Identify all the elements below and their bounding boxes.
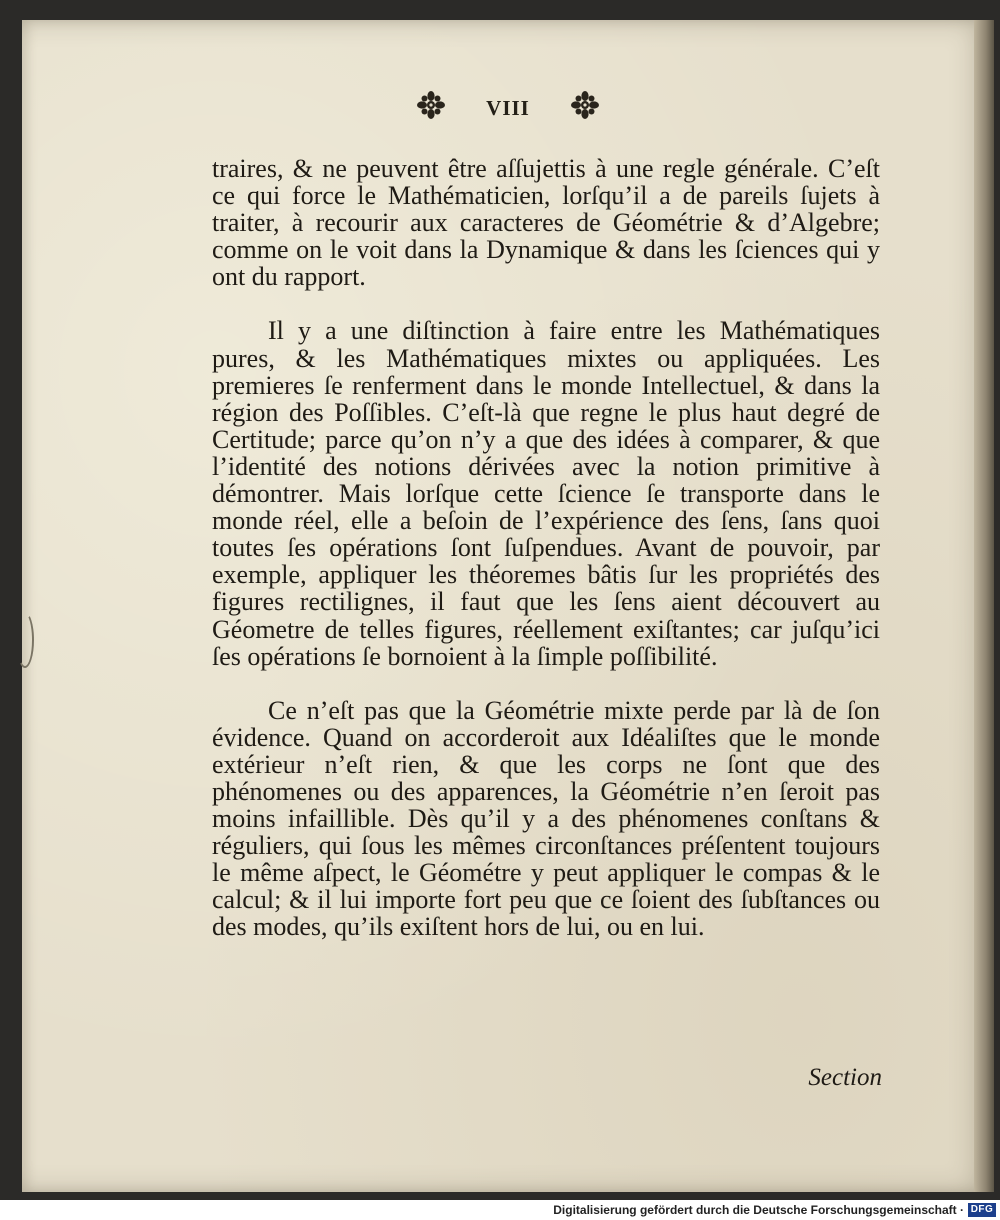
funding-credit: Digitalisierung gefördert durch die Deutsche Forschungsgemeinschaft · — [553, 1203, 964, 1217]
page-binding-mark — [16, 612, 34, 668]
paragraph: traires, & ne peuvent être aſſujettis à une regle générale. C’eſt ce qui force le Mathématicien, lorſqu’il a de pareils ſujets à traiter, à recourir aux caracteres de Géométrie & d’Algebre; comme on le voit dans la Dynamique & dans les ſciences qui y ont du rapport. — [212, 154, 880, 292]
digitization-footer — [0, 1200, 1000, 1220]
fleuron-icon — [570, 90, 600, 126]
paragraph: Il y a une diſtinction à faire entre les Mathématiques pures, & les Mathématiques mixtes ou appliquées. Les premieres ſe renferment dans le monde Intellectuel, & dans la région des Poſſibles. C’eſt-là que regne le plus haut degré de Certitude; parce qu’on n’y a que des idées à comparer, & que l’identité des notions dérivées avec la notion primitive à démontrer. Mais lorſque cette ſcience ſe transporte dans le monde réel, elle a beſoin de l’expérience des ſens, ſans quoi toutes ſes opérations ſont ſuſpendues. Avant de pouvoir, par exemple, appliquer les théoremes bâtis ſur les propriétés des figures rectilignes, il faut que les ſens aient découvert au Géometre de telles figures, réellement exiſtantes; car juſqu’ici ſes opérations ſe bornoient à la ſimple poſſibilité. — [212, 316, 880, 671]
dfg-logo: DFG — [968, 1203, 996, 1217]
page-header — [22, 90, 994, 126]
body-text — [212, 155, 880, 941]
paragraph: Ce n’eſt pas que la Géométrie mixte perde par là de ſon évidence. Quand on accorderoit aux Idéaliſtes que le monde extérieur n’eſt rien, & que les corps ne ſont que des phénomenes ou des apparences, la Géométrie n’en ſeroit pas moins infaillible. Dès qu’il y a des phénomenes conſtans & réguliers, qui ſous les mêmes circonſtances préſentent toujours le même aſpect, le Géométre y peut appliquer le compas & le calcul; & il lui importe fort peu que ce ſoient des ſubſtances ou des modes, qu’ils exiſtent hors de lui, ou en lui. — [212, 695, 880, 942]
book-page — [22, 20, 994, 1192]
page-number: VIII — [486, 95, 530, 120]
fleuron-icon — [416, 90, 446, 126]
page-edge-shadow — [974, 20, 994, 1192]
catchword: Section — [808, 1064, 882, 1091]
